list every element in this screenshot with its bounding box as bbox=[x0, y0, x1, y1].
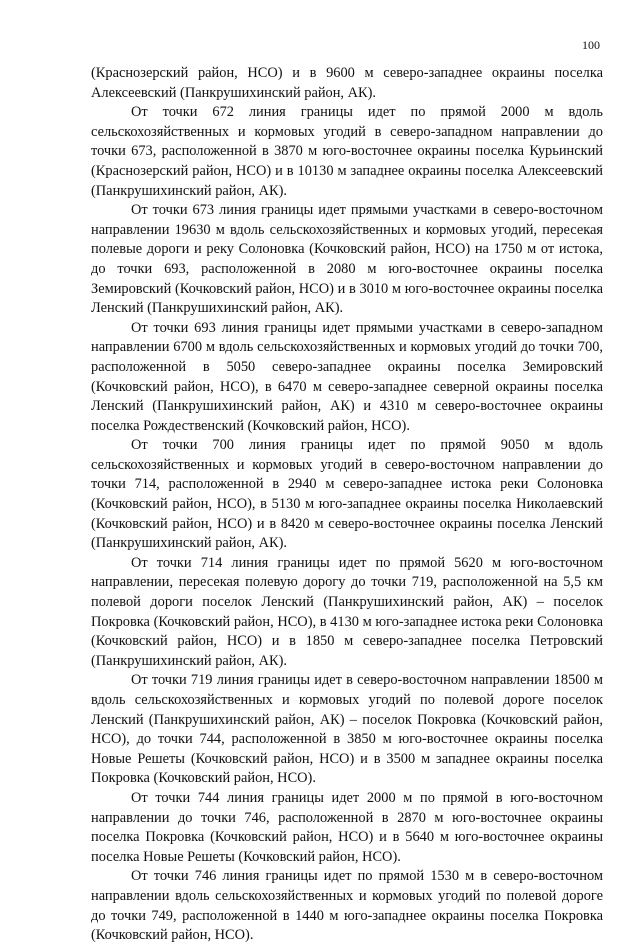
paragraph-point-719: От точки 719 линия границы идет в северо-восточном направлении 18500 м вдоль сельскохозяйственных и кормовых угодий по полевой дороге поселок Ленский (Панкрушихинский район, АК) – поселок Покровка (Кочковский район, НСО), до точки 744, расположенной в 3850 м юго-восточнее окраины поселка Новые Решеты (Кочковский район, НСО) и в 3500 м западнее окраины поселка Покровка (Кочковский район, НСО). bbox=[91, 672, 603, 787]
paragraph-point-693: От точки 693 линия границы идет прямыми участками в северо-западном направлении 6700 м вдоль сельскохозяйственных и кормовых угодий до точки 700, расположенной в 5050 северо-западнее окраины поселка Земировский (Кочковский район, НСО), в 6470 м северо-западнее северной окраины поселка Ленский (Панкрушихинский район, АК) и 4310 м северо-восточнее окраины поселка Рождественский (Кочковский район, НСО). bbox=[91, 319, 603, 434]
paragraph-continuation: (Краснозерский район, НСО) и в 9600 м северо-западнее окраины поселка Алексеевский (Панкрушихинский район, АК). bbox=[91, 65, 603, 101]
paragraph-point-672: От точки 672 линия границы идет по прямой 2000 м вдоль сельскохозяйственных и кормовых угодий в северо-западном направлении до точки 673, расположенной в 3870 м юго-восточнее окраины поселка Курьинский (Краснозерский район, НСО) и в 10130 м западнее окраины поселка Алексеевский (Панкрушихинский район, АК). bbox=[91, 104, 603, 199]
paragraph-point-700: От точки 700 линия границы идет по прямой 9050 м вдоль сельскохозяйственных и кормовых угодий в северо-восточном направлении до точки 714, расположенной в 2940 м северо-западнее истока реки Солоновка (Кочковский район, НСО), в 5130 м юго-западнее окраины поселка Николаевский (Кочковский район, НСО) и в 8420 м северо-восточнее окраины поселка Ленский (Панкрушихинский район, АК). bbox=[91, 437, 603, 552]
paragraph-point-744: От точки 744 линия границы идет 2000 м по прямой в юго-восточном направлении до точки 746, расположенной в 2870 м юго-восточнее окраины поселка Покровка (Кочковский район, НСО) и в 5640 м юго-восточнее окраины поселка Новые Решеты (Кочковский район, НСО). bbox=[91, 789, 603, 865]
paragraph-point-714: От точки 714 линия границы идет по прямой 5620 м юго-восточном направлении, пересекая полевую дорогу до точки 719, расположенной на 5,5 км полевой дороги поселок Ленский (Панкрушихинский район, АК) – поселок Покровка (Кочковский район, НСО), в 4130 м юго-западнее истока реки Солоновка (Кочковский район, НСО) и в 1850 м северо-западнее поселка Петровский (Панкрушихинский район, АК). bbox=[91, 554, 603, 669]
paragraph-point-673: От точки 673 линия границы идет прямыми участками в северо-восточном направлении 19630 м вдоль сельскохозяйственных и кормовых угодий, пересекая полевые дороги и реку Солоновка (Кочковский район, НСО) на 1750 м от истока, до точки 693, расположенной в 2080 м юго-восточнее окраины поселка Земировский (Кочковский район, НСО) и в 3010 м юго-восточнее окраины поселка Ленский (Панкрушихинский район, АК). bbox=[91, 202, 603, 317]
document-body bbox=[91, 64, 603, 946]
page-number: 100 bbox=[582, 38, 600, 52]
paragraph-point-746: От точки 746 линия границы идет по прямой 1530 м в северо-восточном направлении вдоль сельскохозяйственных и кормовых угодий по полевой дороге до точки 749, расположенной в 1440 м юго-западнее окраины поселка Покровка (Кочковский район, НСО). bbox=[91, 868, 603, 944]
